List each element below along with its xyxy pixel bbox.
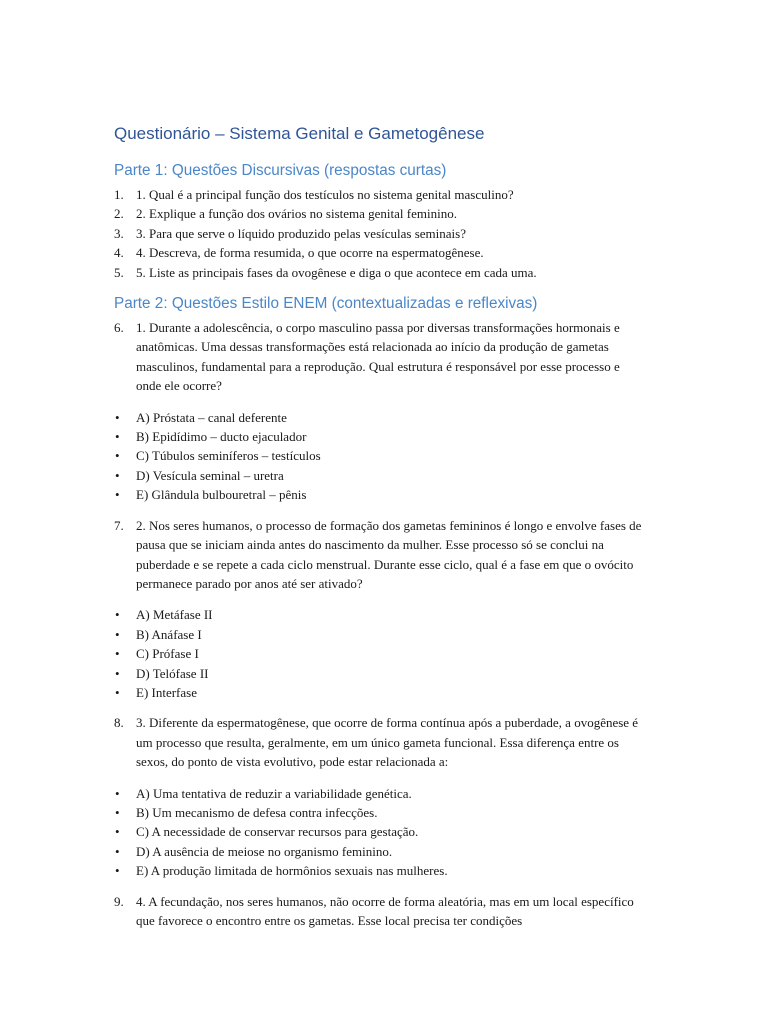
item-number: 4. [114, 245, 124, 261]
question-stem [114, 713, 644, 771]
list-item [114, 224, 644, 243]
bullet-icon: • [115, 824, 120, 840]
item-text: 3. Para que serve o líquido produzido pelas vesículas seminais? [136, 225, 466, 241]
list-item [114, 263, 644, 282]
item-number: 5. [114, 264, 124, 280]
option-text: C) A necessidade de conservar recursos para gestação. [136, 824, 419, 840]
list-item [114, 185, 644, 204]
list-item [114, 243, 644, 262]
option-text: A) Uma tentativa de reduzir a variabilidade genética. [136, 785, 412, 801]
question-text: 1. Durante a adolescência, o corpo masculino passa por diversas transformações hormonais e anatômicas. Uma dessas transformações está relacionada ao início da produção de gametas masculinos, fundamental para a reprodução. Qual estrutura é responsável por esse processo e onde ele ocorre? [136, 320, 620, 394]
question-6 [114, 318, 644, 396]
item-number: 1. [114, 187, 124, 202]
item-text: 2. Explique a função dos ovários no sistema genital feminino. [136, 206, 457, 222]
item-number: 8. [114, 715, 124, 731]
item-number: 3. [114, 225, 124, 241]
question-7 [114, 516, 644, 594]
part2-heading: Parte 2: Questões Estilo ENEM (contextualizadas e reflexivas) [114, 295, 538, 313]
bullet-icon: • [115, 487, 120, 503]
bullet-icon: • [115, 467, 120, 483]
question-stem [114, 892, 644, 931]
option-text: A) Próstata – canal deferente [136, 409, 287, 425]
item-text: 5. Liste as principais fases da ovogênese e diga o que acontece em cada uma. [136, 264, 537, 280]
question-text: 2. Nos seres humanos, o processo de formação dos gametas femininos é longo e envolve fases de pausa que se iniciam ainda antes do nascimento da mulher. Esse processo só se conclui na puberdade e se repete a cada ciclo menstrual. Durante esse ciclo, qual é a fase em que o ovócito permanece parado por anos até ser ativado? [136, 517, 642, 591]
option-item [114, 822, 644, 841]
question-9 [114, 892, 644, 931]
bullet-icon: • [115, 665, 120, 681]
option-text: C) Túbulos seminíferos – testículos [136, 448, 321, 464]
option-text: B) Um mecanismo de defesa contra infecções. [136, 804, 378, 820]
option-text: C) Prófase I [136, 646, 199, 662]
option-item [114, 644, 644, 663]
question-8 [114, 713, 644, 771]
bullet-icon: • [115, 804, 120, 820]
bullet-icon: • [115, 409, 120, 425]
option-text: E) Glândula bulbouretral – pênis [136, 487, 307, 503]
bullet-icon: • [115, 843, 120, 859]
bullet-icon: • [115, 863, 120, 879]
item-text: 4. Descreva, de forma resumida, o que ocorre na espermatogênese. [136, 245, 484, 261]
option-text: E) Interfase [136, 684, 197, 700]
list-item [114, 204, 644, 223]
option-item [114, 408, 644, 427]
option-item [114, 466, 644, 485]
part1-question-list [114, 185, 644, 282]
option-item [114, 605, 644, 624]
option-item [114, 784, 644, 803]
option-item [114, 803, 644, 822]
bullet-icon: • [115, 626, 120, 642]
option-item [114, 446, 644, 465]
option-item [114, 861, 644, 880]
document-title: Questionário – Sistema Genital e Gametogênese [114, 124, 485, 143]
document-page [114, 122, 644, 942]
option-item [114, 683, 644, 702]
option-item [114, 427, 644, 446]
question-text: 3. Diferente da espermatogênese, que ocorre de forma contínua após a puberdade, a ovogênese é um processo que resulta, geralmente, em um único gameta funcional. Essa diferença entre os sexos, do ponto de vista evolutivo, pode estar relacionada a: [136, 715, 639, 770]
bullet-icon: • [115, 646, 120, 662]
option-text: D) Vesícula seminal – uretra [136, 467, 284, 483]
option-item [114, 485, 644, 504]
bullet-icon: • [115, 785, 120, 801]
bullet-icon: • [115, 607, 120, 623]
item-number: 9. [114, 893, 124, 909]
option-item [114, 664, 644, 683]
option-text: A) Metáfase II [136, 607, 213, 623]
item-number: 6. [114, 320, 124, 336]
item-number: 7. [114, 517, 124, 533]
option-item [114, 625, 644, 644]
option-text: E) A produção limitada de hormônios sexuais nas mulheres. [136, 863, 448, 879]
bullet-icon: • [115, 684, 120, 700]
option-item [114, 842, 644, 861]
option-text: B) Anáfase I [136, 626, 202, 642]
item-number: 2. [114, 206, 124, 222]
part1-heading: Parte 1: Questões Discursivas (respostas curtas) [114, 162, 447, 179]
item-text: 1. Qual é a principal função dos testículos no sistema genital masculino? [136, 187, 514, 202]
option-text: D) Telófase II [136, 665, 209, 681]
bullet-icon: • [115, 429, 120, 445]
question-6-options [114, 408, 644, 505]
question-text: 4. A fecundação, nos seres humanos, não ocorre de forma aleatória, mas em um local específico que favorece o encontro entre os gametas. Esse local precisa ter condições [136, 893, 634, 928]
bullet-icon: • [115, 448, 120, 464]
question-stem [114, 318, 644, 396]
option-text: B) Epidídimo – ducto ejaculador [136, 429, 307, 445]
question-8-options [114, 784, 644, 881]
option-text: D) A ausência de meiose no organismo feminino. [136, 843, 393, 859]
question-stem [114, 516, 644, 594]
question-7-options [114, 605, 644, 702]
